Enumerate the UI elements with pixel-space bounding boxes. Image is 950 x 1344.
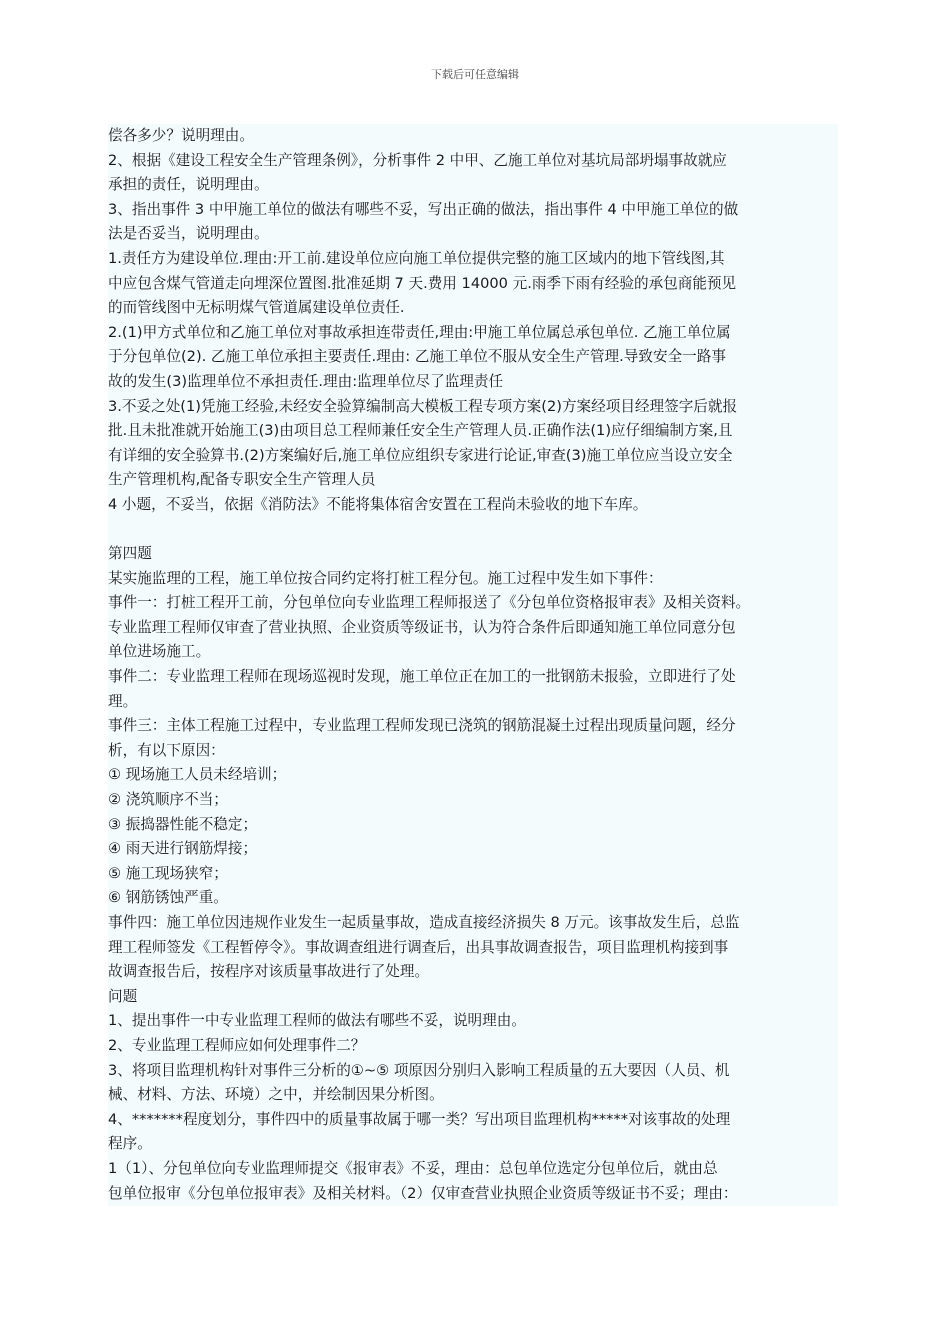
text-line: 析，有以下原因：	[108, 741, 225, 759]
text-line: 法是否妥当，说明理由。	[108, 225, 269, 243]
text-line: 事件四：施工单位因违规作业发生一起质量事故，造成直接经济损失 8 万元。该事故发生后，总监	[108, 914, 740, 931]
text-line: 2、根据《建设工程安全生产管理条例》，分析事件 2 中甲、乙施工单位对基坑局部坍塌事故就应	[108, 151, 727, 169]
text-line: 2.(1)甲方式单位和乙施工单位对事故承担连带责任,理由:甲施工单位属总承包单位. 乙施工单位属	[108, 323, 731, 341]
text-line: 故调查报告后，按程序对该质量事故进行了处理。	[108, 963, 430, 981]
text-line: 4、*******程度划分，事件四中的质量事故属于哪一类？写出项目监理机构*****对该事故的处理	[108, 1110, 731, 1128]
text-line: 程序。	[108, 1135, 152, 1153]
text-line: 承担的责任，说明理由。	[108, 176, 269, 194]
text-line: 2、专业监理工程师应如何处理事件二？	[108, 1036, 366, 1054]
section-heading: 第四题	[108, 545, 152, 563]
text-line: 1.责任方为建设单位.理由:开工前.建设单位应向施工单位提供完整的施工区域内的地下管线图,其	[108, 249, 725, 267]
text-line: 3.不妥之处(1)凭施工经验,未经安全验算编制高大模板工程专项方案(2)方案经项目经理签字后就报	[108, 397, 738, 415]
text-line: 3、指出事件 3 中甲施工单位的做法有哪些不妥，写出正确的做法，指出事件 4 中甲施工单位的做	[108, 200, 739, 218]
text-line: 于分包单位(2). 乙施工单位承担主要责任.理由: 乙施工单位不服从安全生产管理.导致安全一路事	[108, 348, 726, 366]
section-heading: 问题	[108, 987, 138, 1005]
list-item: ④ 雨天进行钢筋焊接；	[108, 840, 258, 858]
list-item: ⑤ 施工现场狭窄；	[108, 864, 228, 882]
text-line: 事件二：专业监理工程师在现场巡视时发现，施工单位正在加工的一批钢筋未报验，立即进行了处	[108, 668, 736, 686]
text-line: 中应包含煤气管道走向埋深位置图.批准延期 7 天.费用 14000 元.雨季下雨有经验的承包商能预见	[108, 274, 737, 292]
text-line: 3、将项目监理机构针对事件三分析的①~⑤ 项原因分别归入影响工程质量的五大要因（人员、机	[108, 1061, 730, 1079]
list-item: ② 浇筑顺序不当；	[108, 791, 228, 809]
blank-line	[108, 518, 838, 543]
text-line: 偿各多少？说明理由。	[108, 127, 254, 144]
document-body	[108, 124, 838, 1206]
text-line: 包单位报审《分包单位报审表》及相关材料。（2）仅审查营业执照企业资质等级证书不妥；理由：	[108, 1184, 738, 1202]
text-line: 事件一：打桩工程开工前，分包单位向专业监理工程师报送了《分包单位资格报审表》及相关资料。	[108, 594, 751, 612]
text-line: 专业监理工程师仅审查了营业执照、企业资质等级证书，认为符合条件后即通知施工单位同意分包	[108, 618, 736, 636]
list-item: ① 现场施工人员未经培训；	[108, 766, 287, 784]
list-item: ⑥ 钢筋锈蚀严重。	[108, 889, 228, 907]
text-line: 批.且未批准就开始施工(3)由项目总工程师兼任安全生产管理人员.正确作法(1)应仔细编制方案,且	[108, 422, 733, 440]
text-line: 1（1）、分包单位向专业监理师提交《报审表》不妥，理由：总包单位选定分包单位后，就由总	[108, 1159, 718, 1177]
text-line: 械、材料、方法、环境）之中，并绘制因果分析图。	[108, 1086, 444, 1104]
text-line: 有详细的安全验算书.(2)方案编好后,施工单位应组织专家进行论证,审查(3)施工单位应当设立安全	[108, 446, 733, 464]
list-item: ③ 振捣器性能不稳定；	[108, 815, 258, 833]
text-line: 某实施监理的工程，施工单位按合同约定将打桩工程分包。施工过程中发生如下事件：	[108, 569, 663, 587]
text-line: 单位进场施工。	[108, 643, 211, 661]
text-line: 的而管线图中无标明煤气管道属建设单位责任.	[108, 299, 405, 317]
text-line: 理工程师签发《工程暂停令》。事故调查组进行调查后，出具事故调查报告，项目监理机构接到事	[108, 938, 729, 956]
text-line: 故的发生(3)监理单位不承担责任.理由:监理单位尽了监理责任	[108, 372, 504, 390]
text-line: 4 小题，不妥当，依据《消防法》不能将集体宿舍安置在工程尚未验收的地下车库。	[108, 495, 648, 513]
text-line: 事件三：主体工程施工过程中，专业监理工程师发现已浇筑的钢筋混凝土过程出现质量问题，经分	[108, 717, 736, 735]
text-line: 理。	[108, 692, 138, 710]
page-header: 下载后可任意编辑	[431, 68, 519, 81]
text-line: 1、提出事件一中专业监理工程师的做法有哪些不妥，说明理由。	[108, 1012, 526, 1030]
text-line: 生产管理机构,配备专职安全生产管理人员	[108, 471, 376, 489]
